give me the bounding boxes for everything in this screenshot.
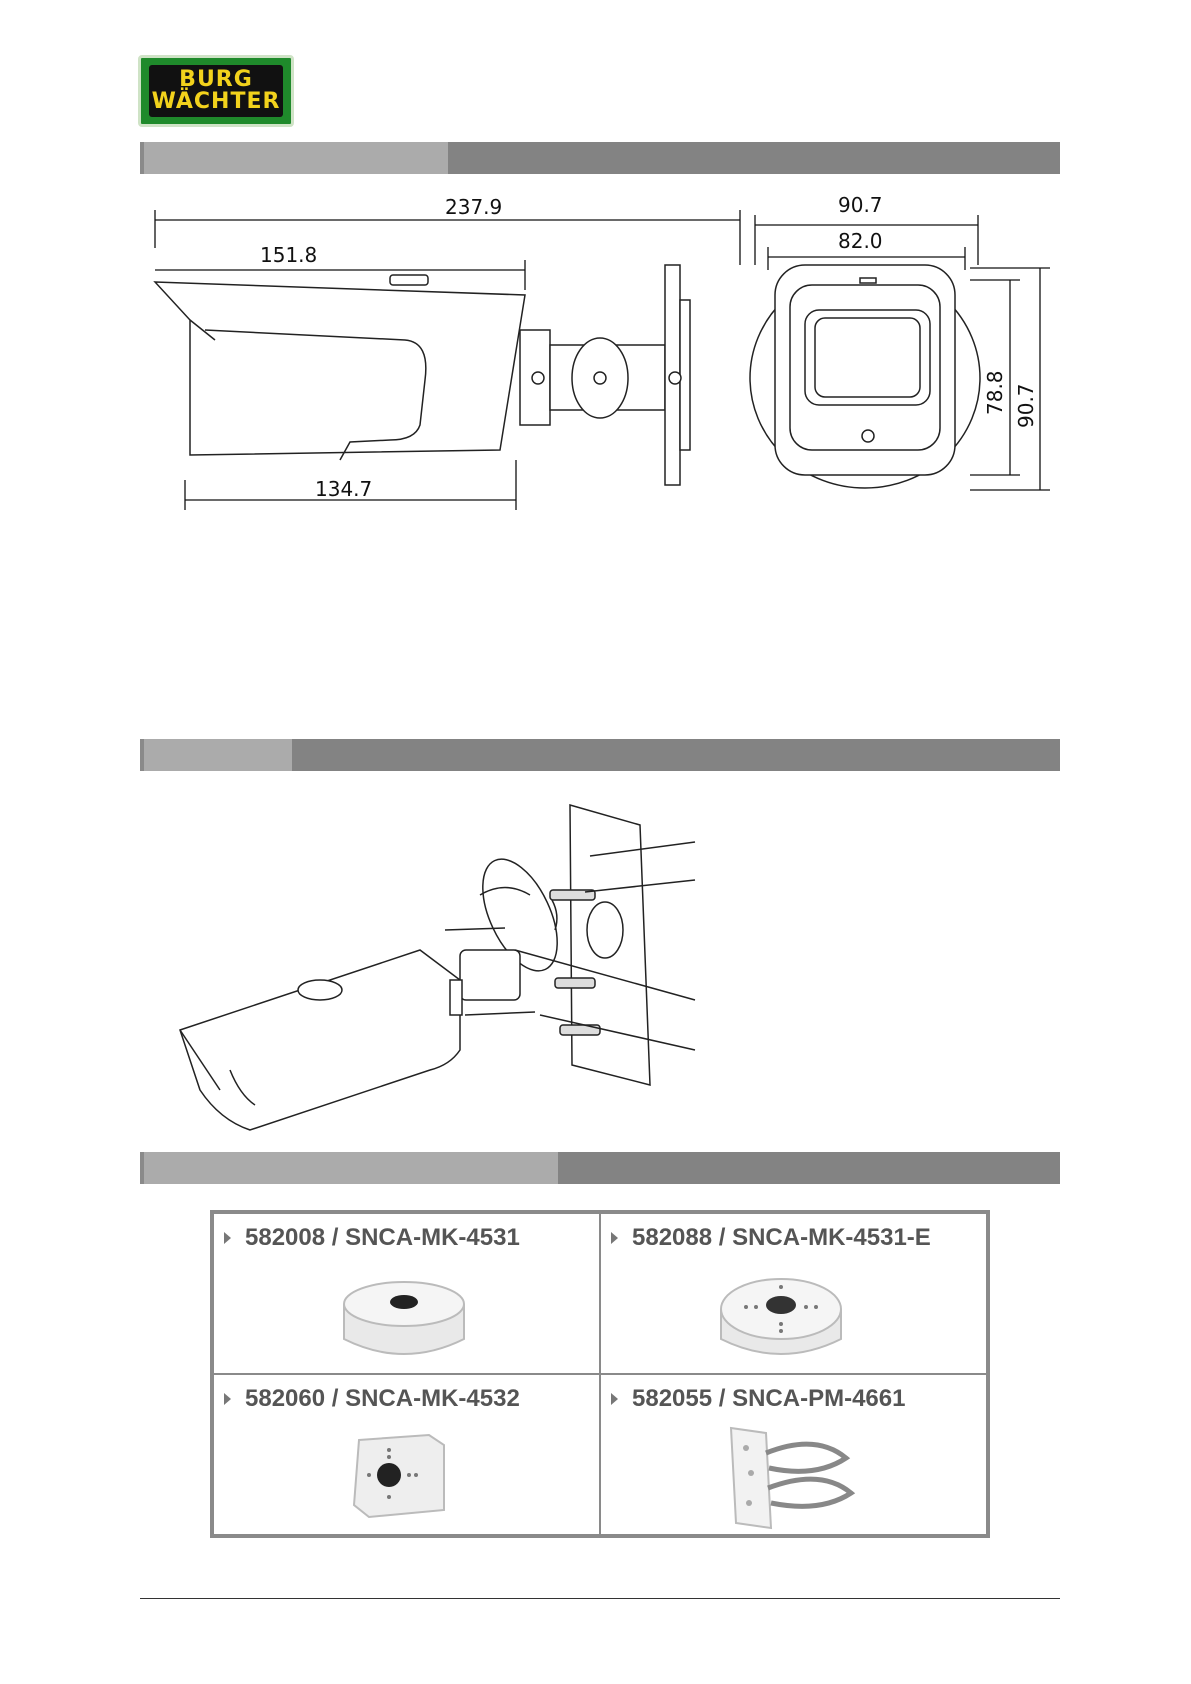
dim-housing-length: 151.8: [260, 243, 318, 267]
junction-box-round-icon: [339, 1274, 469, 1364]
logo-text-line2: WÄCHTER: [151, 89, 281, 114]
dim-front-width-outer: 90.7: [838, 193, 883, 217]
installation-drawing: [160, 800, 720, 1140]
accessory-label: 582060 / SNCA-MK-4532: [245, 1385, 520, 1412]
section-bar-installation: [140, 739, 1060, 771]
accessories-table: [210, 1210, 990, 1538]
junction-box-round-dotted-icon: [716, 1269, 846, 1369]
dim-body-length: 134.7: [315, 477, 373, 501]
bullet-icon: [611, 1393, 618, 1405]
bullet-icon: [224, 1393, 231, 1405]
dim-overall-length: 237.9: [445, 195, 503, 219]
accessory-label: 582088 / SNCA-MK-4531-E: [632, 1224, 931, 1251]
dim-front-height-inner: 78.8: [983, 370, 1007, 415]
accessory-cell: [600, 1213, 987, 1374]
pole-mount-bracket-icon: [721, 1423, 861, 1533]
accessory-cell: [600, 1374, 987, 1535]
dimension-drawing: [140, 190, 1060, 530]
dim-front-width-inner: 82.0: [838, 229, 883, 253]
bullet-icon: [611, 1232, 618, 1244]
accessory-label: 582055 / SNCA-PM-4661: [632, 1385, 906, 1412]
brand-logo: [138, 55, 294, 127]
logo-text-line1: BURG: [179, 67, 253, 92]
dim-front-height-outer: 90.7: [1014, 383, 1038, 428]
bullet-icon: [224, 1232, 231, 1244]
accessory-cell: [213, 1374, 600, 1535]
footer-rule: [140, 1598, 1060, 1599]
accessory-label: 582008 / SNCA-MK-4531: [245, 1224, 520, 1251]
accessory-cell: [213, 1213, 600, 1374]
section-bar-accessories: [140, 1152, 1060, 1184]
junction-box-square-icon: [344, 1425, 454, 1525]
section-bar-dimensions: [140, 142, 1060, 174]
